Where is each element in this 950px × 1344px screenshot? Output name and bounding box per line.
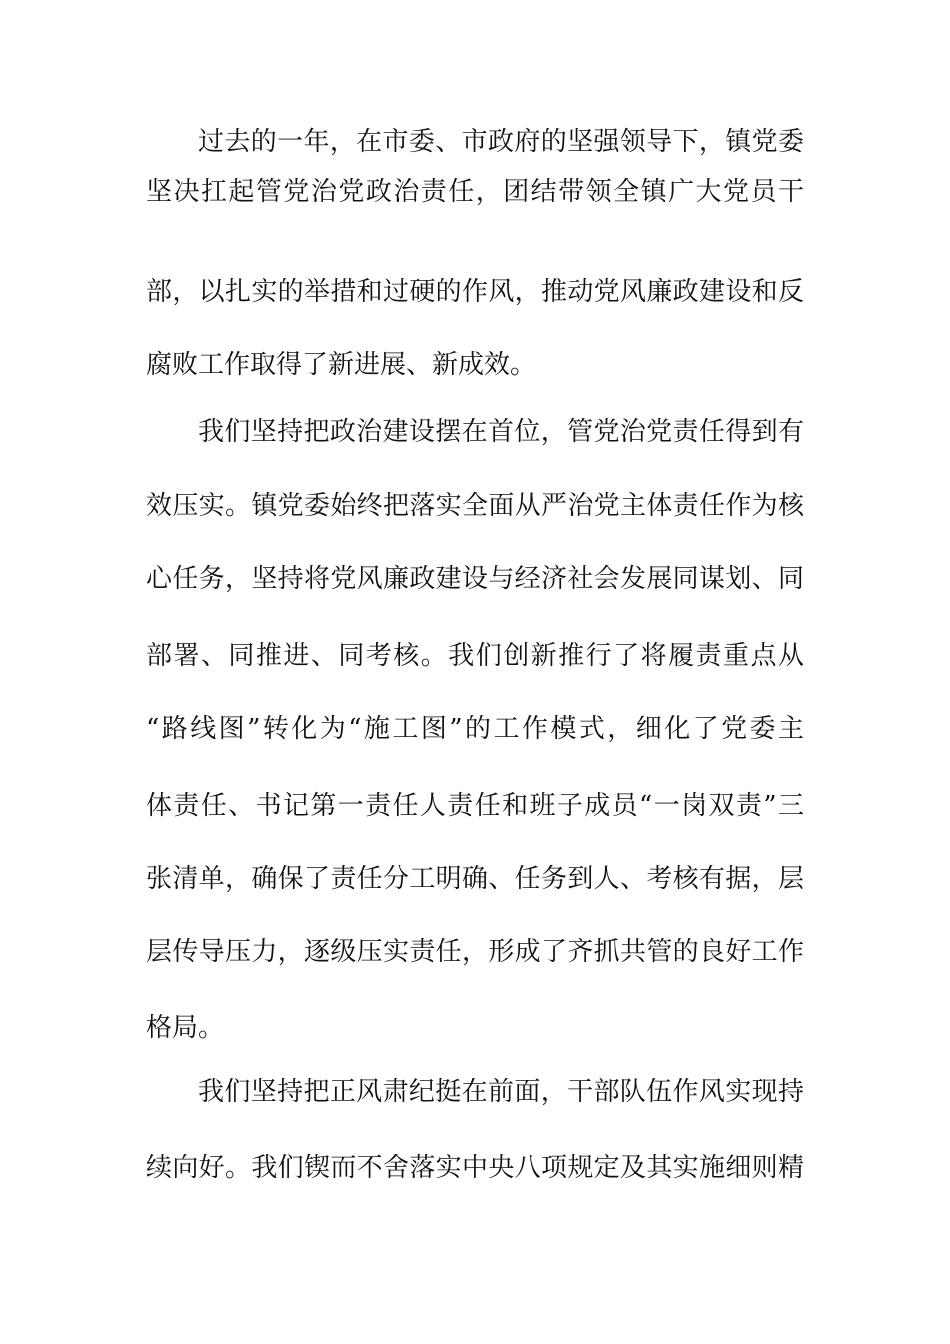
paragraph-2-line-6: 体责任、书记第一责任人责任和班子成员“一岗双责”三 [146,791,804,821]
paragraph-2-line-3: 心任务，坚持将党风廉政建设与经济社会发展同谋划、同 [146,564,804,594]
paragraph-2-line-7: 张清单，确保了责任分工明确、任务到人、考核有据，层 [146,864,804,894]
paragraph-2-line-5: “路线图”转化为“施工图”的工作模式，细化了党委主 [146,714,804,744]
paragraph-1-line-1: 过去的一年，在市委、市政府的坚强领导下，镇党委 [198,127,804,157]
paragraph-2-line-9: 格局。 [146,1013,225,1043]
paragraph-2-line-8: 层传导压力，逐级压实责任，形成了齐抓共管的良好工作 [146,937,804,967]
paragraph-2-line-1: 我们坚持把政治建设摆在首位，管党治党责任得到有 [198,417,804,447]
paragraph-1-line-4: 腐败工作取得了新进展、新成效。 [146,350,537,380]
paragraph-1-line-3: 部，以扎实的举措和过硬的作风，推动党风廉政建设和反 [146,277,804,307]
paragraph-2-line-2: 效压实。镇党委始终把落实全面从严治党主体责任作为核 [146,491,804,521]
paragraph-3-line-1: 我们坚持把正风肃纪挺在前面，干部队伍作风实现持 [198,1077,804,1107]
paragraph-1-line-2: 坚决扛起管党治党政治责任，团结带领全镇广大党员干 [146,177,804,207]
paragraph-2-line-4: 部署、同推进、同考核。我们创新推行了将履责重点从 [146,641,804,671]
paragraph-3-line-2: 续向好。我们锲而不舍落实中央八项规定及其实施细则精 [146,1153,804,1183]
